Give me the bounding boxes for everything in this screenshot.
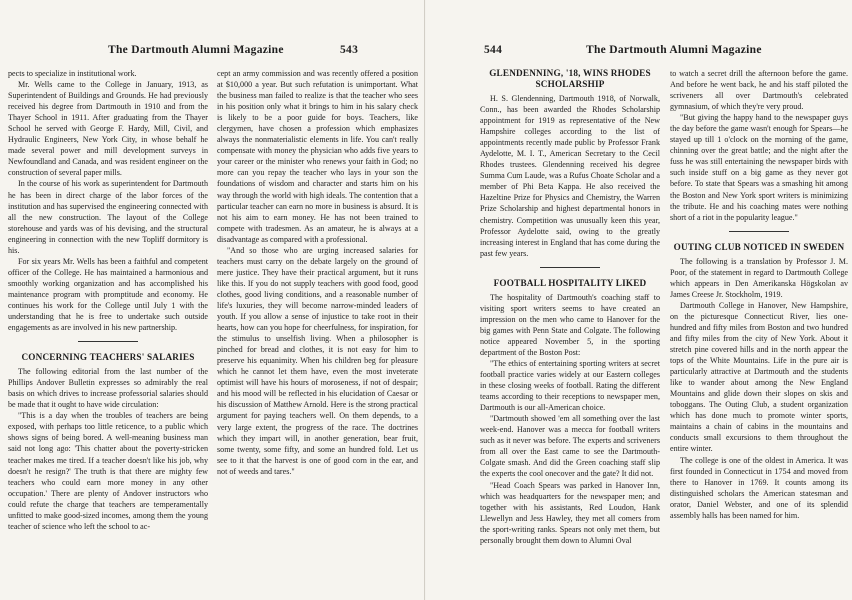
- right-running-head: [426, 44, 852, 58]
- right-page: [426, 0, 852, 600]
- paragraph: The following is a translation by Professor J. M. Poor, of the statement in regard to Dartmouth College which appears in Den Amerikanska Högskolan av James Creese Jr. Stockholm, 1919.: [670, 256, 848, 299]
- section-rule: [78, 341, 138, 342]
- left-column-1: [8, 68, 208, 532]
- left-running-head: [0, 44, 424, 58]
- right-header-title: The Dartmouth Alumni Magazine: [586, 44, 762, 56]
- section-heading: CONCERNING TEACHERS' SALARIES: [21, 352, 195, 363]
- left-column-2: [217, 68, 418, 477]
- left-header-title: The Dartmouth Alumni Magazine: [108, 44, 284, 56]
- paragraph: "And so those who are urging increased salaries for teachers must carry on the debate largely on the ground of mere justice. They have their practical argument, but it runs like this. If you do not supply teachers with good food, good clothes, good living conditions, and a reasonable number of life's luxuries, they will become narrow-minded leaders of youth. If you allow a sense of injustice to take root in their hearts, how can you hope for cheerfulness, for inspiration, for the stimulus to unselfish living. When a philosopher is pinched for bread and clothes, it is not easy for him to preserve his equanimity. When his children beg for pleasure which he cannot let them have, even the most inveterate optimist will have his hours of moroseness, if not of despair; and his mood will be reflected in his elucidation of Caesar or his discussion of Matthew Arnold. Here is the strong practical argument for paying teachers well. On them depends, to a very large extent, the progress of the race. The doctrines which they impart will, in another generation, bear fruit, some twenty, some fifty, and some an hundred fold. Let us see to it that the harvest is one of good corn in the ear, and not of weeds and tares.": [217, 245, 418, 476]
- paragraph: In the course of his work as superintendent for Dartmouth he has been in direct charge of the labor forces of the institution and has supervised the engineering connected with all the new construction. The layout of the College storehouse and yards was of his devising, and the structural engineering in connection with the new Topliff dormitory is his.: [8, 179, 208, 255]
- paragraph: H. S. Glendenning, Dartmouth 1918, of Norwalk, Conn., has been awarded the Rhodes Scholarship appointment for 1919 as representative of the New Hampshire colleges according to the list of appointments recently made public by Professor Frank Aydelotte, M. I. T., American Secretary to the Cecil Rhodes trustees. Glendenning received his degree Summa Cum Laude, was a Rufus Choate Scholar and a member of Phi Beta Kappa. He also received the Hazeltine Prize for Physics and Chemistry, the Warren Prize Scholarship and highest departmental honors in chemistry. Competition was unusually keen this year, Professor Aydelotte said, owing to the greatly increasing interest in England that has come during the past few years.: [480, 94, 660, 258]
- left-page-number: 543: [340, 44, 359, 56]
- section-heading: FOOTBALL HOSPITALITY LIKED: [493, 277, 647, 288]
- paragraph: Mr. Wells came to the College in January, 1913, as Superintendent of Buildings and Grounds. He had previously received his degree from Dartmouth in 1910 and from the Thayer School in 1911. After graduating from the Thayer School he served with George F. Hardy, Mill, Civil, and Hydraulic Engineers, New York City, in whose behalf he made several power and mill development surveys in Newfoundland and Canada, and was resident engineer on the construction of several paper mills.: [8, 80, 208, 178]
- paragraph: "But giving the happy hand to the newspaper guys the day before the game wasn't enough for Spears—he stayed up till 1 o'clock on the morning of the game, chinning over the great battle; and the night after the fuss he was still entertaining the newspaper birds with such inside stuff on a big game as they never got before. To state that Spears was a smashing hit among the Boston and New York sport writers is minimizing the tribute. He and his coaching mates were nothing short of a riot in the popularity league.": [670, 113, 848, 222]
- paragraph: "The ethics of entertaining sporting writers at secret football practice varies widely at our Eastern colleges in these closing weeks of football. Rating the different teams according to their receptions to newspaper men, Dartmouth is our all-American choice.: [480, 358, 660, 413]
- paragraph: "This is a day when the troubles of teachers are being exposed, with perhaps too little reticence, to a public which shows signs of being bored. A well-meaning business man said not long ago: 'This chatter about the poverty-stricken teacher makes me tired. If a teacher doesn't like his job, why doesn't he resign?' The truth is that there are mighty few teachers who could earn more money in any other occupation.' There are plenty of Andover instructors who could refute the charge that teachers are temperamentally unfitted to make good-sized incomes, among them the young teacher of science who left the school to ac-: [8, 411, 208, 531]
- left-page: [0, 0, 425, 600]
- section-heading: OUTING CLUB NOTICED IN SWEDEN: [673, 241, 845, 252]
- paragraph: For six years Mr. Wells has been a faithful and competent officer of the College. He has maintained a harmonious and smoothly working organization and has accomplished his maintenance program with promptitude and economy. He continues his work for the College until July 1 with the understanding that he is free to undertake such outside engagements as are involved in his new partnership.: [8, 256, 208, 333]
- paragraph: "Dartmouth showed 'em all something over the last week-end. Hanover was a mecca for football writers such as it never was before. The experts and scriveners from all over the East came to see the Dartmouth-Colgate smash. And did the Green coaching staff slip the experts the cool onecover and the gate? It did not.: [480, 414, 660, 479]
- section-heading: GLENDENNING, '18, WINS RHODES SCHOLARSHIP: [489, 68, 651, 89]
- section-rule: [540, 267, 600, 268]
- paragraph: "Head Coach Spears was parked in Hanover Inn, which was headquarters for the newspaper men; and together with his assistants, Red Loudon, Hank Llewellyn and Jess Hawley, they met all comers from the sport-writing ranks. Spears not only met them, but personally brought them down to Alumni Oval: [480, 480, 660, 545]
- paragraph: The hospitality of Dartmouth's coaching staff to visiting sport writers seems to have created an impression on the men who came to Hanover for the big games with Penn State and Colgate. The following notice appeared November 5, in the sporting department of the Boston Post:: [480, 292, 660, 357]
- paragraph: cept an army commission and was recently offered a position at $10,000 a year. But such refutation is unimportant. What the business man failed to realize is that the teacher who sees in his position only what it brings to him in his salary check is likely to be a poor guide for boys. Teachers, like clergymen, have chosen a profession which emphasizes always the nonmaterialistic elements in life. You can't really compensate with money the physician who adds five years to your career or the minister who renews your faith in God; no more can you repay the teacher who lays in your son the foundations of wisdom and character and starts him on his way through the world with high ideals. The contention that a particular teacher can earn no more in business is absurd. It is not his aim to earn money. He has not been trained to compete with tradesmen. As an amateur, he is always at a disadvantage as compared with a professional.: [217, 69, 418, 244]
- right-column-2: [670, 68, 848, 521]
- paragraph: to watch a secret drill the afternoon before the game. And before he went back, he and his staff piloted the scriveners all over Dartmouth's celebrated gymnasium, of which they're very proud.: [670, 69, 848, 112]
- paragraph: The following editorial from the last number of the Phillips Andover Bulletin expresses so admirably the real basis on which drives to increase professorial salaries should be made that it ought to have wide circulation:: [8, 367, 208, 410]
- paragraph: Dartmouth College in Hanover, New Hampshire, on the picturesque Connecticut River, lies one-hundred and fifty miles from Boston and two hundred and fifty miles from the city of New York. About it stretch pine covered hills and in the north appear the tops of the White Mountains. Life in the pure air is particularly attractive at Dartmouth and the students like to wander about among the New England Mountains and glide down their slopes on skis and toboggans. The Outing Club, a student organization which has done much to promote winter sports, maintains a chain of cabins in the mountains and conducts small excursions to them throughout the entire winter.: [670, 300, 848, 454]
- right-page-number: 544: [484, 44, 503, 56]
- right-column-1: [480, 68, 660, 546]
- section-rule: [729, 231, 789, 232]
- paragraph: The college is one of the oldest in America. It was first founded in Connecticut in 1754 and moved from there to Hanover in 1769. It counts among its distinguished scholars the American statesman and orator, Daniel Webster, and one of its splendid assembly halls has been named for him.: [670, 455, 848, 520]
- paragraph: pects to specialize in institutional work.: [8, 69, 137, 78]
